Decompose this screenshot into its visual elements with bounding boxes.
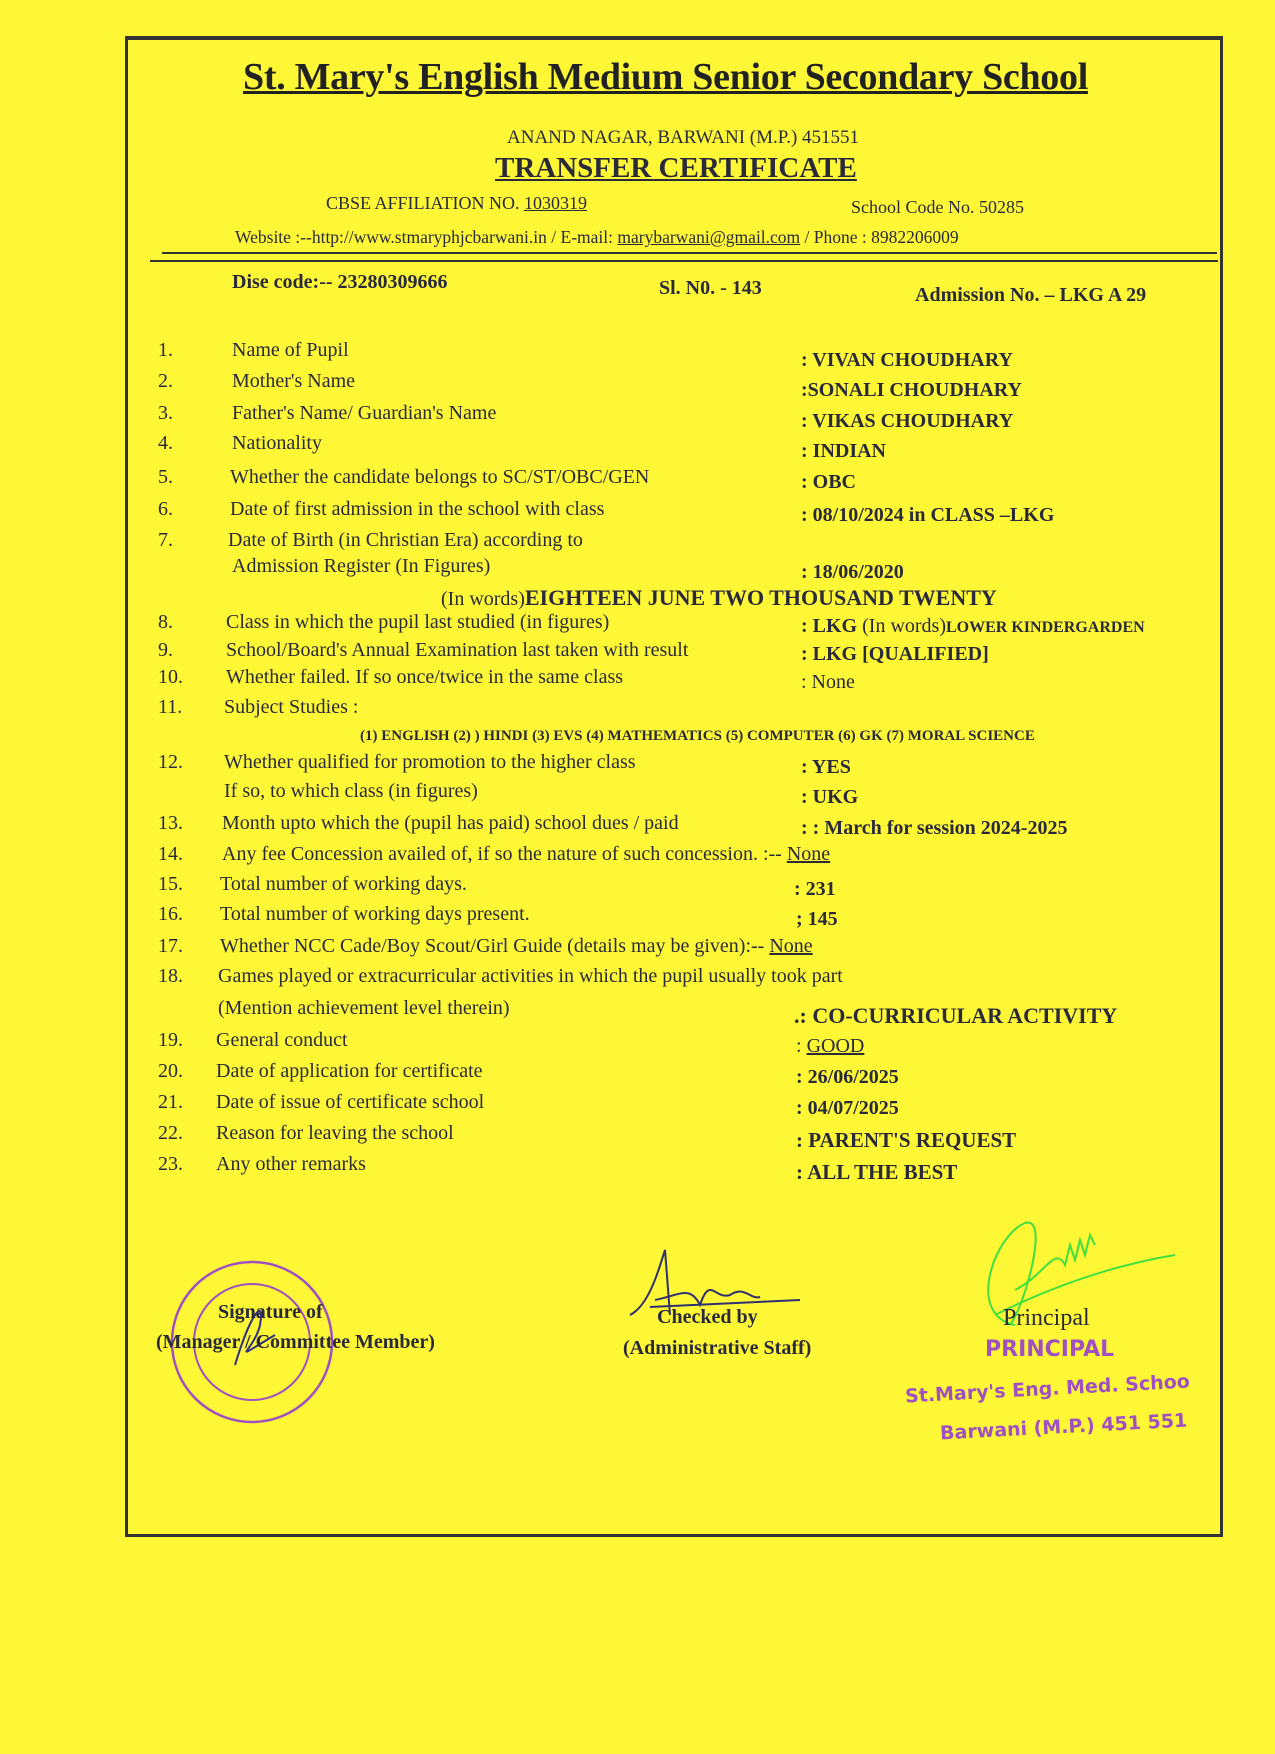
row-value: : 08/10/2024 in CLASS –LKG bbox=[801, 504, 1055, 526]
class-figures: : LKG bbox=[801, 615, 858, 637]
class-words: LOWER KINDERGARDEN bbox=[946, 619, 1145, 636]
manager-signature-label: Signature of bbox=[218, 1301, 323, 1323]
row-number: 8. bbox=[158, 611, 173, 633]
cbse-affiliation bbox=[326, 194, 587, 213]
row-number: 7. bbox=[158, 529, 173, 551]
row-label: Date of Birth (in Christian Era) according to bbox=[228, 529, 583, 551]
row-number: 13. bbox=[158, 812, 183, 834]
row-value: : INDIAN bbox=[801, 440, 886, 462]
row-value: : VIVAN CHOUDHARY bbox=[801, 349, 1013, 371]
row-number: 3. bbox=[158, 402, 173, 424]
row-number: 22. bbox=[158, 1122, 183, 1144]
row-value: : 231 bbox=[794, 878, 836, 900]
row-label: Any other remarks bbox=[216, 1153, 366, 1175]
row-label-continued: Admission Register (In Figures) bbox=[232, 555, 491, 577]
row-value: None bbox=[786, 843, 831, 865]
row-value: : 26/06/2025 bbox=[796, 1066, 899, 1088]
row-number: 14. bbox=[158, 843, 183, 865]
row-value: : LKG [QUALIFIED] bbox=[801, 643, 989, 665]
stamp-school-city: Barwani (M.P.) 451 551 bbox=[939, 1409, 1188, 1445]
phone: / Phone : 8982206009 bbox=[800, 227, 959, 247]
row-label-continued: If so, to which class (in figures) bbox=[224, 780, 478, 802]
row-value: .: CO-CURRICULAR ACTIVITY bbox=[794, 1003, 1118, 1028]
row-label: Whether qualified for promotion to the higher class bbox=[224, 751, 636, 773]
email-link[interactable]: marybarwani@gmail.com bbox=[617, 227, 801, 247]
row-number: 10. bbox=[158, 666, 183, 688]
row-number: 20. bbox=[158, 1060, 183, 1082]
school-code: School Code No. 50285 bbox=[851, 197, 1024, 217]
row-label-continued: (Mention achievement level therein) bbox=[218, 997, 510, 1019]
row-number: 11. bbox=[158, 696, 183, 718]
row-value: : UKG bbox=[801, 786, 859, 808]
row-label: Date of issue of certificate school bbox=[216, 1091, 485, 1113]
conduct-value: GOOD bbox=[806, 1035, 865, 1057]
row-label: General conduct bbox=[216, 1029, 348, 1051]
dise-code: Dise code:-- 23280309666 bbox=[232, 271, 448, 293]
header-divider bbox=[162, 252, 1217, 254]
row-label: Nationality bbox=[232, 432, 322, 454]
principal-label: Principal bbox=[1003, 1305, 1090, 1331]
row-label: Mother's Name bbox=[232, 370, 356, 392]
row-label: Subject Studies : bbox=[224, 696, 359, 718]
affiliation-number: 1030319 bbox=[524, 193, 588, 213]
row-number: 6. bbox=[158, 498, 173, 520]
header-divider-2 bbox=[150, 260, 1218, 262]
row-value: : VIKAS CHOUDHARY bbox=[801, 410, 1014, 432]
serial-number: Sl. N0. - 143 bbox=[659, 277, 762, 299]
stamp-school-name: St.Mary's Eng. Med. Schoo bbox=[904, 1370, 1191, 1408]
checked-by-label: Checked by bbox=[657, 1306, 758, 1328]
row-value bbox=[801, 616, 1145, 637]
row-number: 4. bbox=[158, 432, 173, 454]
row-label-text: Any fee Concession availed of, if so the nature of such concession. :-- bbox=[222, 843, 787, 865]
row-value: : YES bbox=[801, 756, 851, 778]
row-label: Whether the candidate belongs to SC/ST/OBC/GEN bbox=[230, 466, 650, 488]
row-label-text: Whether NCC Cade/Boy Scout/Girl Guide (details may be given):-- bbox=[220, 935, 770, 957]
row-number: 21. bbox=[158, 1091, 183, 1113]
row-label bbox=[220, 936, 813, 957]
row-label: Total number of working days present. bbox=[220, 903, 530, 925]
row-value: : OBC bbox=[801, 471, 856, 493]
dob-in-words bbox=[441, 586, 997, 610]
dob-words: EIGHTEEN JUNE TWO THOUSAND TWENTY bbox=[524, 585, 997, 610]
value-prefix: : bbox=[796, 1035, 807, 1057]
row-label: Class in which the pupil last studied (in figures) bbox=[226, 611, 610, 633]
document-title: TRANSFER CERTIFICATE bbox=[495, 152, 857, 184]
row-number: 19. bbox=[158, 1029, 183, 1051]
row-number: 23. bbox=[158, 1153, 183, 1175]
row-label: Month upto which the (pupil has paid) school dues / paid bbox=[222, 812, 679, 834]
row-label: Total number of working days. bbox=[220, 873, 467, 895]
school-address: ANAND NAGAR, BARWANI (M.P.) 451551 bbox=[507, 127, 860, 148]
row-number: 9. bbox=[158, 639, 173, 661]
principal-stamp: PRINCIPAL bbox=[985, 1337, 1115, 1362]
row-number: 15. bbox=[158, 873, 183, 895]
contact-line bbox=[235, 228, 959, 246]
admission-number: Admission No. – LKG A 29 bbox=[915, 284, 1147, 306]
row-number: 17. bbox=[158, 935, 183, 957]
row-number: 2. bbox=[158, 370, 173, 392]
manager-designation: (Manager / Committee Member) bbox=[156, 1331, 435, 1353]
row-label: Date of first admission in the school with class bbox=[230, 498, 605, 520]
row-value: : 18/06/2020 bbox=[801, 561, 904, 583]
in-words-label: (In words) bbox=[857, 615, 946, 637]
row-label: Whether failed. If so once/twice in the same class bbox=[226, 666, 624, 688]
row-label bbox=[222, 844, 830, 865]
row-value: None bbox=[769, 935, 813, 957]
row-label: Father's Name/ Guardian's Name bbox=[232, 402, 497, 424]
row-value: : : March for session 2024-2025 bbox=[801, 817, 1068, 839]
row-value: : ALL THE BEST bbox=[796, 1160, 958, 1184]
row-value bbox=[796, 1036, 864, 1057]
subjects-list: (1) ENGLISH (2) ) HINDI (3) EVS (4) MATHEMATICS (5) COMPUTER (6) GK (7) MORAL SCIENCE bbox=[360, 728, 1035, 744]
row-label: School/Board's Annual Examination last taken with result bbox=[226, 639, 689, 661]
row-label: Games played or extracurricular activities in which the pupil usually took part bbox=[218, 965, 843, 987]
in-words-label: (In words) bbox=[441, 588, 525, 610]
row-number: 5. bbox=[158, 466, 173, 488]
affiliation-label: CBSE AFFILIATION NO. bbox=[326, 193, 525, 213]
row-label: Name of Pupil bbox=[232, 339, 349, 361]
row-label: Date of application for certificate bbox=[216, 1060, 483, 1082]
row-value: :SONALI CHOUDHARY bbox=[801, 379, 1022, 401]
school-name: St. Mary's English Medium Senior Secondary School bbox=[243, 56, 1088, 98]
row-value: : None bbox=[801, 671, 855, 693]
website: Website :--http://www.stmaryphjcbarwani.in / E-mail: bbox=[235, 227, 618, 247]
row-label: Reason for leaving the school bbox=[216, 1122, 454, 1144]
staff-designation: (Administrative Staff) bbox=[623, 1337, 812, 1359]
row-value: : PARENT'S REQUEST bbox=[796, 1128, 1017, 1152]
row-value: ; 145 bbox=[796, 908, 838, 930]
row-value: : 04/07/2025 bbox=[796, 1097, 899, 1119]
row-number: 16. bbox=[158, 903, 183, 925]
row-number: 1. bbox=[158, 339, 173, 361]
row-number: 18. bbox=[158, 965, 183, 987]
row-number: 12. bbox=[158, 751, 183, 773]
